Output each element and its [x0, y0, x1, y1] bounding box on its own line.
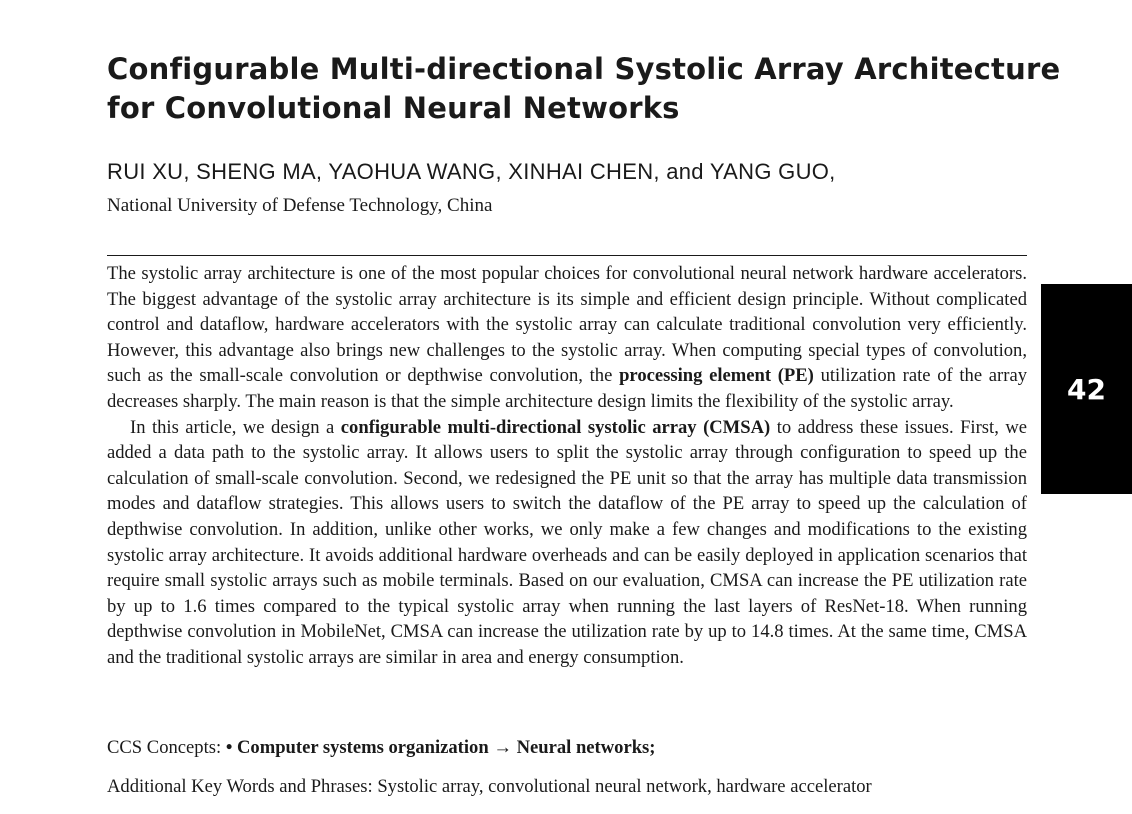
ccs-label: CCS Concepts: — [107, 737, 222, 758]
abstract-paragraph-2 — [107, 415, 1027, 671]
paper-title — [107, 50, 1061, 128]
header-divider — [107, 255, 1027, 256]
ccs-concepts — [107, 735, 655, 760]
abstract-p1-text: The systolic array architecture is one of the most popular choices for convolutional neural network hardware accelerators. The biggest advantage of the systolic array architecture is its simple and efficient design principle. Without complicated control and dataflow, hardware accelerators with the systolic array can calculate traditional convolution very efficiently. However, this advantage also brings new challenges to the systolic array. When computing special types of convolution, such as the small-scale convolution or depthwise convolution, the — [107, 263, 1027, 387]
abstract-p1-bold-term: processing element (PE) — [619, 365, 814, 387]
abstract — [107, 261, 1027, 671]
author-list: RUI XU, SHENG MA, YAOHUA WANG, XINHAI CHEN, and YANG GUO, — [107, 159, 836, 184]
abstract-paragraph-1 — [107, 261, 1027, 415]
paper-title-line-1: Configurable Multi-directional Systolic Array Architecture — [107, 52, 1061, 86]
ccs-concept: • Computer systems organization → Neural networks; — [225, 737, 656, 758]
abstract-p2-bold-term: configurable multi-directional systolic array (CMSA) — [340, 416, 771, 438]
abstract-p1-end: utilization rate of the array decreases sharply. The main reason is that the simple architecture design limits the flexibility of the systolic array. — [107, 365, 1027, 412]
affiliation: National University of Defense Technology, China — [107, 195, 493, 216]
paper-title-line-2: for Convolutional Neural Networks — [107, 91, 680, 125]
page-number-tab — [1041, 284, 1132, 494]
page-number: 42 — [1067, 372, 1106, 406]
abstract-p2-start: In this article, we design a — [130, 416, 335, 438]
keywords: Additional Key Words and Phrases: Systolic array, convolutional neural network, hardware accelerator — [107, 776, 872, 797]
abstract-p2-end: to address these issues. First, we added a data path to the systolic array. It allows users to split the systolic array through configuration to speed up the calculation of small-scale convolution. Second, we redesigned the PE unit so that the array has multiple data transmission modes and dataflow strategies. This allows users to switch the dataflow of the PE array to speed up the calculation of depthwise convolution. In addition, unlike other works, we only make a few changes and modifications to the existing systolic array architecture. It avoids additional hardware overheads and can be easily deployed in application scenarios that require small systolic arrays such as mobile terminals. Based on our evaluation, CMSA can increase the PE utilization rate by up to 1.6 times compared to the typical systolic array when running the last layers of ResNet-18. When running depthwise convolution in MobileNet, CMSA can increase the utilization rate by up to 14.8 times. At the same time, CMSA and the traditional systolic arrays are similar in area and energy consumption. — [107, 416, 1027, 668]
